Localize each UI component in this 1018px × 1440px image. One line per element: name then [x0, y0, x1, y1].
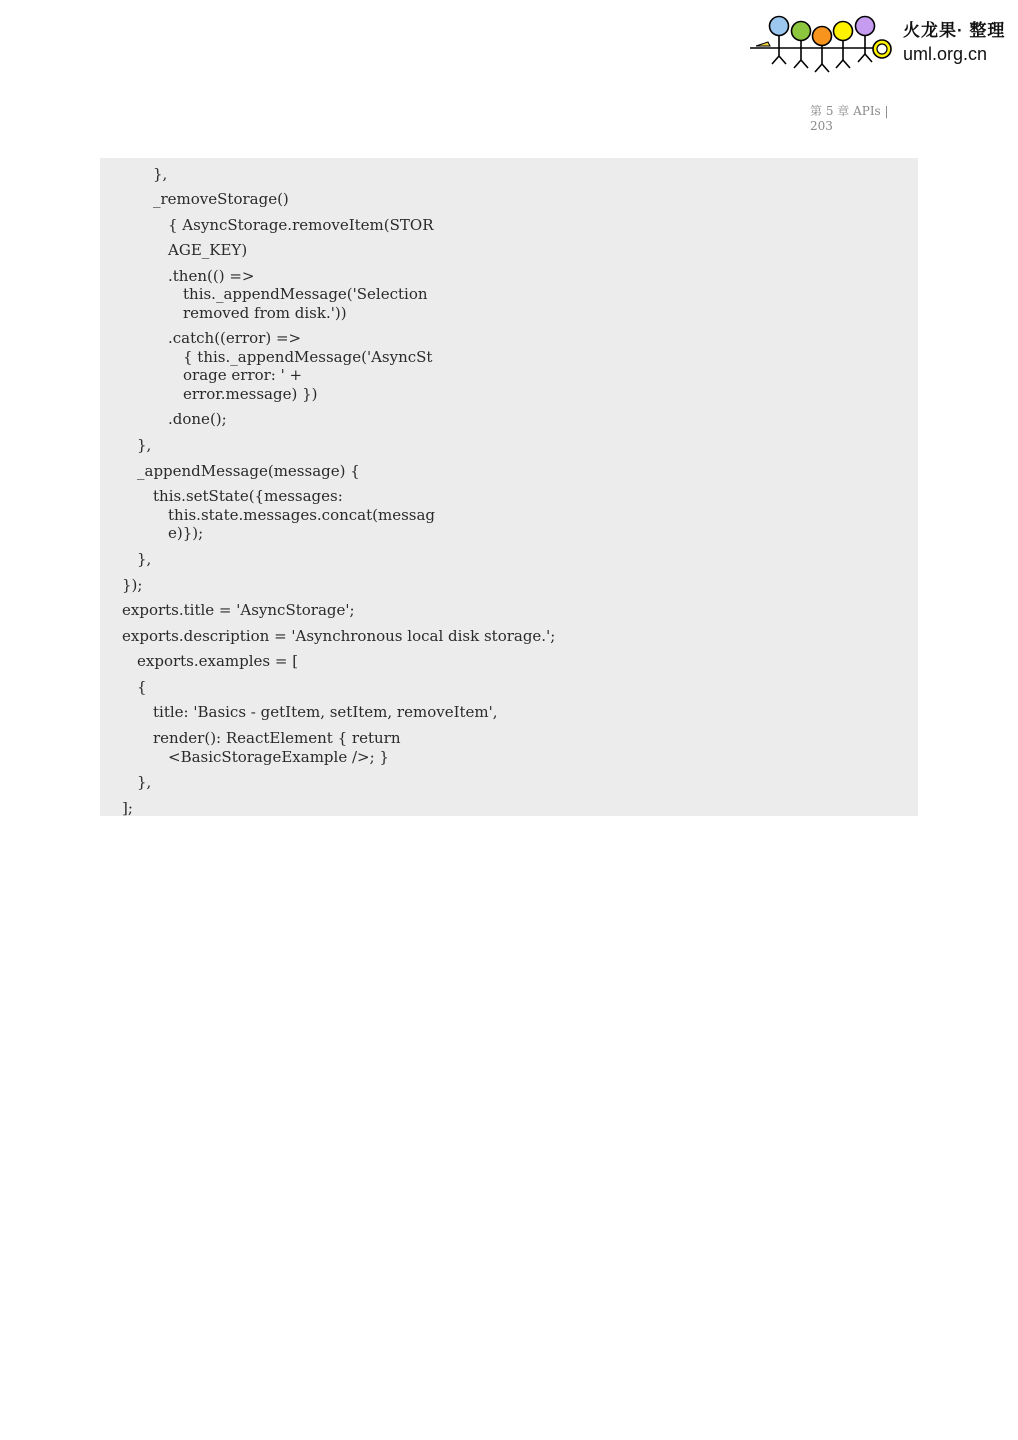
code-line: },	[137, 773, 152, 791]
code-line: .then(() =>	[168, 267, 255, 285]
code-line: this.state.messages.concat(messag	[168, 506, 436, 524]
page-number: 203	[810, 119, 833, 133]
code-line: exports.title = 'AsyncStorage';	[122, 601, 355, 619]
code-line: title: 'Basics - getItem, setItem, removeItem',	[153, 703, 498, 721]
logo-text	[903, 20, 1005, 66]
code-line: AGE_KEY)	[168, 241, 248, 259]
code-line: },	[137, 436, 152, 454]
code-line: orage error: ' +	[183, 366, 303, 384]
code-line: },	[153, 165, 168, 183]
code-line: removed from disk.'))	[183, 304, 347, 322]
uml-logo	[748, 12, 1010, 76]
code-line: });	[122, 576, 143, 594]
chapter-label: 第 5 章 APIs |	[810, 104, 889, 118]
code-line: error.message) })	[183, 385, 318, 403]
logo-title: 火龙果· 整理	[903, 21, 1006, 40]
code-line: this._appendMessage('Selection	[183, 285, 428, 303]
logo-url: uml.org.cn	[903, 44, 988, 64]
code-block	[100, 158, 918, 816]
code-line: render(): ReactElement { return	[153, 729, 401, 747]
stick-figures-logo-icon	[748, 12, 898, 76]
code-line: exports.examples = [	[137, 652, 299, 670]
code-line: exports.description = 'Asynchronous local disk storage.';	[122, 627, 556, 645]
code-line: {	[137, 678, 147, 696]
code-line: { AsyncStorage.removeItem(STOR	[168, 216, 434, 234]
code-line: _appendMessage(message) {	[137, 462, 360, 480]
code-line: _removeStorage()	[153, 190, 289, 208]
chapter-page-header	[810, 104, 910, 134]
code-line: <BasicStorageExample />; }	[168, 748, 389, 766]
code-line: .catch((error) =>	[168, 329, 302, 347]
code-line: e)});	[168, 524, 204, 542]
code-line: },	[137, 550, 152, 568]
code-line: this.setState({messages:	[153, 487, 343, 505]
code-line: .done();	[168, 410, 227, 428]
code-line: ];	[122, 799, 133, 817]
code-line: { this._appendMessage('AsyncSt	[183, 348, 433, 366]
